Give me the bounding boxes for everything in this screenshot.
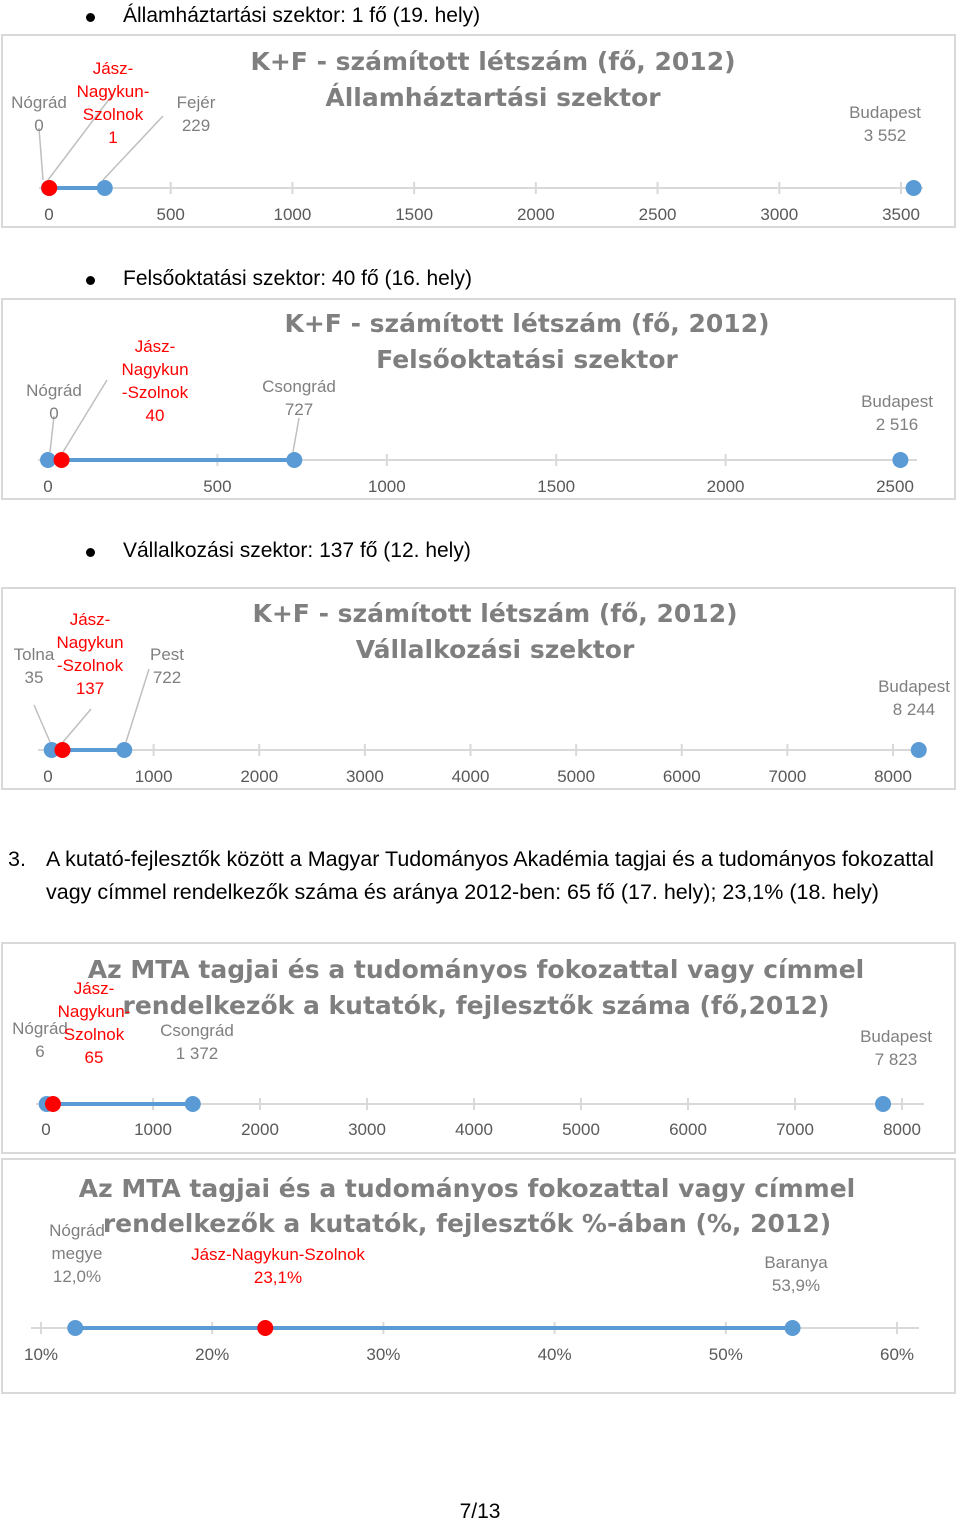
x-tick-label: 0 [44,205,54,224]
x-tick-label: 3000 [348,1120,386,1139]
x-tick-label: 30% [366,1345,401,1364]
data-label-line: Nagykun [56,633,124,652]
data-point [911,742,927,758]
x-tick-label: 5000 [562,1120,600,1139]
data-label-line: 7 823 [874,1050,918,1069]
x-tick-label: 0 [43,477,53,496]
x-tick-label: 7000 [776,1120,814,1139]
data-label-line: 137 [75,679,105,698]
highlight-point [54,452,70,468]
x-tick-label: 5000 [557,767,596,786]
data-label-line: 722 [152,668,182,687]
bullet-dot-icon [86,13,95,22]
leader-line [126,669,149,742]
data-label [14,645,55,687]
data-label-line: -Szolnok [121,383,189,402]
chart-title: Az MTA tagjai és a tudományos fokozattal vagy címmel [78,1174,856,1203]
data-point [185,1096,201,1112]
data-label [150,645,184,687]
x-tick-label: 500 [203,477,232,496]
data-label-line: Nógrád [26,381,82,400]
data-label-line: Budapest [849,103,921,122]
data-label-line: 1 372 [175,1044,219,1063]
data-label [764,1253,828,1295]
data-label-line: Nógrád [49,1221,105,1240]
data-label-line: Baranya [764,1253,828,1272]
data-label-line: Szolnok [63,1025,125,1044]
data-label-line: Csongrád [160,1021,234,1040]
chart-subtitle: Államháztartási szektor [325,83,661,112]
bullet-dot-icon [86,276,95,285]
x-tick-label: 2000 [240,767,279,786]
data-label-line: Jász- [92,59,134,78]
data-label [58,979,131,1067]
data-label-line: 1 [108,128,118,147]
x-tick-label: 2000 [241,1120,279,1139]
x-tick-label: 7000 [768,767,807,786]
data-label [12,1019,68,1061]
data-label [11,93,67,135]
x-tick-label: 2000 [706,477,745,496]
data-label-line: 8 244 [892,700,936,719]
data-label-line: 229 [181,116,211,135]
x-tick-label: 3500 [882,205,920,224]
data-label-line: Jász- [73,979,115,998]
data-label-line: Budapest [861,392,933,411]
data-label [160,1021,234,1063]
data-label [49,1221,105,1286]
data-label-line: 3 552 [863,126,907,145]
data-point [892,452,908,468]
data-label [849,103,921,145]
data-label-line: Jász-Nagykun-Szolnok [191,1245,365,1264]
x-tick-label: 6000 [662,767,701,786]
data-label-line: Nagykun- [76,82,150,101]
chart-vallalkozasi [3,589,958,792]
x-tick-label: 40% [537,1345,572,1364]
data-label-line: 65 [84,1048,104,1067]
data-label [77,59,150,147]
data-label-line: Budapest [860,1027,932,1046]
chart-4-frame [1,942,956,1154]
chart-title: K+F - számított létszám (fő, 2012) [284,309,770,338]
data-label-line: 53,9% [771,1276,821,1295]
data-label-line: Nagykun [121,360,189,379]
chart-2-frame [1,298,956,500]
bullet-text: Államháztartási szektor: 1 fő (19. hely) [123,4,481,27]
x-tick-label: 1000 [367,477,406,496]
data-label-line: 35 [24,668,44,687]
x-tick-label: 4000 [451,767,490,786]
data-label-line: 23,1% [253,1268,303,1287]
x-tick-label: 20% [195,1345,230,1364]
x-tick-label: 1000 [273,205,312,224]
leader-line [103,116,163,180]
highlight-point [45,1096,61,1112]
data-label-line: Jász- [69,610,111,629]
x-tick-label: 1000 [134,1120,172,1139]
chart-3-frame [1,587,956,790]
x-tick-label: 50% [708,1345,743,1364]
chart-felsooktatasi [3,300,958,502]
chart-1-frame [1,34,956,228]
bullet-text: Vállalkozási szektor: 137 fő (12. hely) [123,539,471,562]
data-point [116,742,132,758]
x-tick-label: 0 [43,767,53,786]
data-point [875,1096,891,1112]
data-label [861,392,933,434]
data-label-line: Szolnok [82,105,144,124]
data-label-line: megye [51,1244,103,1263]
data-label [121,337,188,425]
data-label-line: 0 [34,116,44,135]
data-label-line: Fejér [176,93,216,112]
data-label [177,93,216,135]
leader-line [293,418,299,452]
chart-title: K+F - számított létszám (fő, 2012) [252,599,738,628]
data-label-line: -Szolnok [56,656,124,675]
x-tick-label: 10% [23,1345,59,1364]
data-label-line: Tolna [13,645,55,664]
data-label-line: 2 516 [875,415,919,434]
x-tick-label: 1500 [537,477,576,496]
data-label-line: 0 [49,404,59,423]
data-point [97,180,113,196]
chart-mta-percent [3,1160,958,1396]
x-tick-label: 2500 [876,477,914,496]
leader-line [63,709,91,742]
x-tick-label: 1000 [134,767,173,786]
data-label-line: 40 [145,406,165,425]
data-label-line: 727 [284,400,314,419]
data-point [67,1320,83,1336]
chart-5-frame [1,1158,956,1394]
x-tick-label: 2500 [638,205,677,224]
x-tick-label: 8000 [874,767,912,786]
data-label [860,1027,932,1069]
x-tick-label: 1500 [395,205,434,224]
leader-line [39,128,43,180]
data-label-line: Nógrád [11,93,67,112]
data-label-line: Pest [149,645,185,664]
highlight-point [41,180,57,196]
chart-title: K+F - számított létszám (fő, 2012) [250,47,736,76]
x-tick-label: 4000 [455,1120,493,1139]
data-label [262,377,336,419]
data-label [26,381,82,423]
x-tick-label: 6000 [669,1120,707,1139]
x-tick-label: 60% [879,1345,915,1364]
data-label-line: 6 [35,1042,45,1061]
data-label-line: Nógrád [12,1019,68,1038]
x-tick-label: 3000 [760,205,799,224]
chart-subtitle: rendelkezők a kutatók, fejlesztők %-ában (%, 2012) [102,1209,832,1238]
data-label-line: 12,0% [52,1267,102,1286]
x-tick-label: 500 [156,205,185,224]
chart-mta-count [3,944,958,1156]
highlight-point [257,1320,273,1336]
x-tick-label: 2000 [516,205,555,224]
bullet-dot-icon [86,548,95,557]
x-tick-label: 8000 [883,1120,921,1139]
data-point [785,1320,801,1336]
page-number: 7/13 [459,1500,501,1523]
section-number: 3. [8,847,26,871]
bullet-text: Felsőoktatási szektor: 40 fő (16. hely) [123,267,472,290]
highlight-point [54,742,70,758]
chart-allamhaztartasi [3,36,958,230]
x-tick-label: 0 [41,1120,51,1139]
data-label-line: Jász- [134,337,176,356]
data-label [56,610,123,698]
data-label-line: Budapest [878,677,950,696]
section-text: A kutató-fejlesztők között a Magyar Tudományos Akadémia tagjai és a tudományos fokozattal vagy címmel rendelkezők száma és aránya 2012-ben: 65 fő (17. hely); 23,1% (18. hely) [46,847,934,904]
data-point [906,180,922,196]
chart-subtitle: Vállalkozási szektor [355,635,635,664]
leader-line [34,705,50,742]
chart-subtitle: Felsőoktatási szektor [376,345,678,374]
chart-subtitle: rendelkezők a kutatók, fejlesztők száma (fő,2012) [122,991,830,1020]
data-label [191,1245,365,1287]
data-point [286,452,302,468]
data-label [878,677,950,719]
chart-title: Az MTA tagjai és a tudományos fokozattal vagy címmel [87,955,865,984]
data-label-line: Csongrád [262,377,336,396]
data-label-line: Nagykun- [57,1002,131,1021]
x-tick-label: 3000 [345,767,384,786]
